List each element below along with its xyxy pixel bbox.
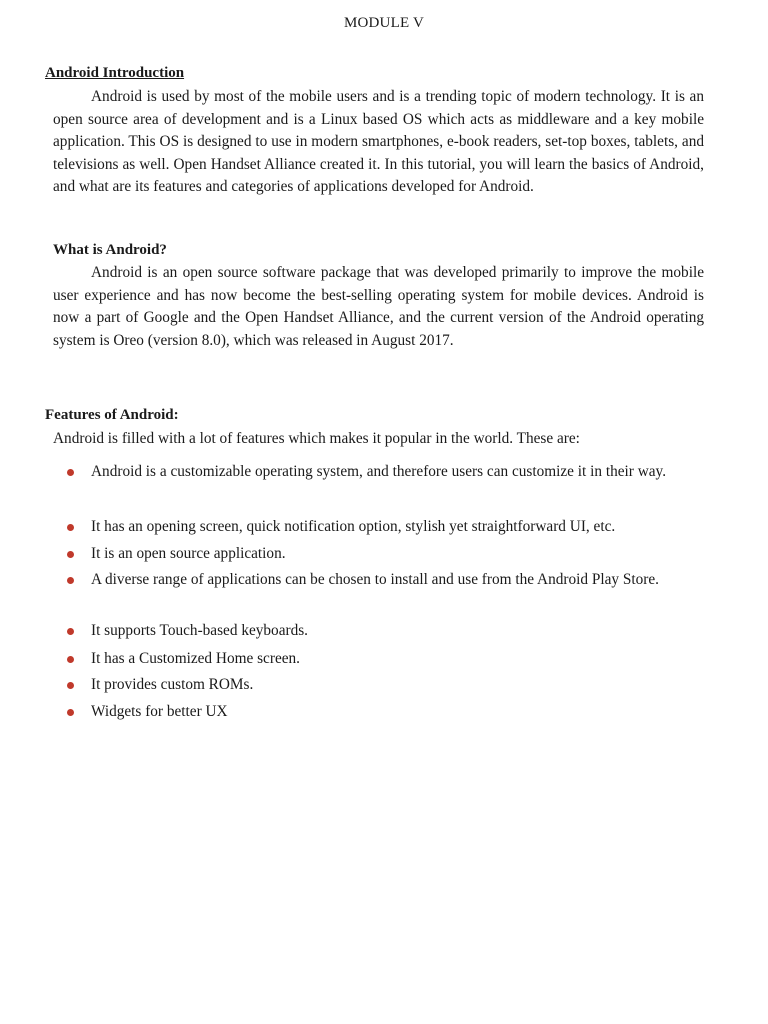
bullet-icon [67, 551, 74, 558]
bullet-icon [67, 709, 74, 716]
list-item-text: Widgets for better UX [91, 703, 228, 720]
section-heading-what-is-android: What is Android? [53, 242, 167, 258]
list-item-text: It supports Touch-based keyboards. [91, 622, 309, 639]
list-item-text: A diverse range of applications can be chosen to install and use from the Android Play Store. [91, 571, 659, 588]
bullet-icon [67, 656, 74, 663]
paragraph-android-introduction: Android is used by most of the mobile users and is a trending topic of modern technology. It is an open source area of development and is a Linux based OS which acts as middleware and a key mobile application. This OS is designed to use in modern smartphones, e-book readers, set-top boxes, tablets, and televisions as well. Open Handset Alliance created it. In this tutorial, you will learn the basics of Android, and what are its features and categories of applications developed for Android. [53, 88, 704, 196]
module-title: MODULE V [343, 15, 425, 31]
list-item-text: Android is a customizable operating system, and therefore users can customize it in their way. [91, 463, 667, 480]
paragraph-features-intro: Android is filled with a lot of features which makes it popular in the world. These are: [53, 430, 580, 447]
bullet-icon [67, 469, 74, 476]
section-heading-android-introduction: Android Introduction [45, 65, 185, 81]
list-item-text: It has an opening screen, quick notification option, stylish yet straightforward UI, etc. [91, 518, 616, 535]
bullet-icon [67, 524, 74, 531]
bullet-icon [67, 628, 74, 635]
list-item-text: It provides custom ROMs. [91, 676, 254, 693]
list-item-text: It has a Customized Home screen. [91, 650, 300, 667]
list-item-text: It is an open source application. [91, 545, 286, 562]
bullet-icon [67, 682, 74, 689]
paragraph-what-is-android: Android is an open source software package that was developed primarily to improve the mobile user experience and has now become the best-selling operating system for mobile devices. Android is now a part of Google and the Open Handset Alliance, and the current version of the Android operating system is Oreo (version 8.0), which was released in August 2017. [53, 264, 704, 349]
section-heading-features-of-android: Features of Android: [45, 407, 179, 423]
bullet-icon [67, 577, 74, 584]
